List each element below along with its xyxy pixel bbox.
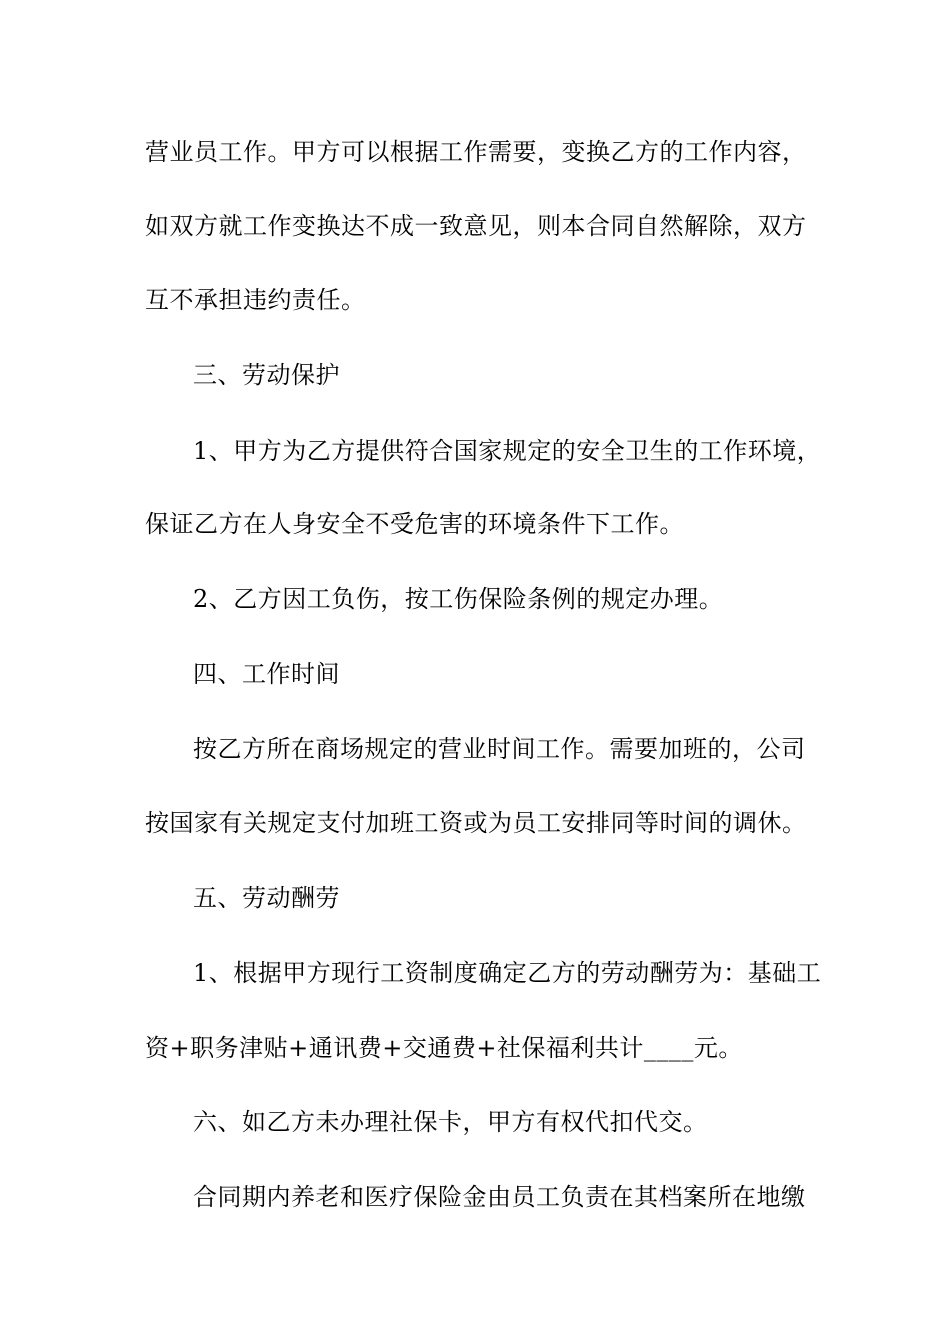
paragraph-line: 按乙方所在商场规定的营业时间工作。需要加班的，公司 bbox=[193, 735, 806, 763]
section-heading-labor-protection: 三、劳动保护 bbox=[193, 361, 340, 389]
paragraph-line: 营业员工作。甲方可以根据工作需要，变换乙方的工作内容， bbox=[145, 138, 807, 166]
section-heading-working-hours: 四、工作时间 bbox=[193, 660, 340, 688]
paragraph-line: 1、甲方为乙方提供符合国家规定的安全卫生的工作环境， bbox=[193, 437, 822, 465]
paragraph-line: 资+职务津贴+通讯费+交通费+社保福利共计____元。 bbox=[145, 1034, 743, 1062]
paragraph-line: 保证乙方在人身安全不受危害的环境条件下工作。 bbox=[145, 510, 684, 538]
paragraph-line: 互不承担违约责任。 bbox=[145, 286, 366, 314]
section-heading-social-security: 六、如乙方未办理社保卡，甲方有权代扣代交。 bbox=[193, 1108, 708, 1136]
paragraph-line: 如双方就工作变换达不成一致意见，则本合同自然解除，双方 bbox=[145, 212, 807, 240]
paragraph-line: 2、乙方因工负伤，按工伤保险条例的规定办理。 bbox=[193, 585, 724, 613]
section-heading-remuneration: 五、劳动酬劳 bbox=[193, 884, 340, 912]
paragraph-line: 合同期内养老和医疗保险金由员工负责在其档案所在地缴 bbox=[193, 1183, 806, 1211]
paragraph-line: 1、根据甲方现行工资制度确定乙方的劳动酬劳为：基础工 bbox=[193, 959, 822, 987]
paragraph-line: 按国家有关规定支付加班工资或为员工安排同等时间的调休。 bbox=[145, 809, 807, 837]
